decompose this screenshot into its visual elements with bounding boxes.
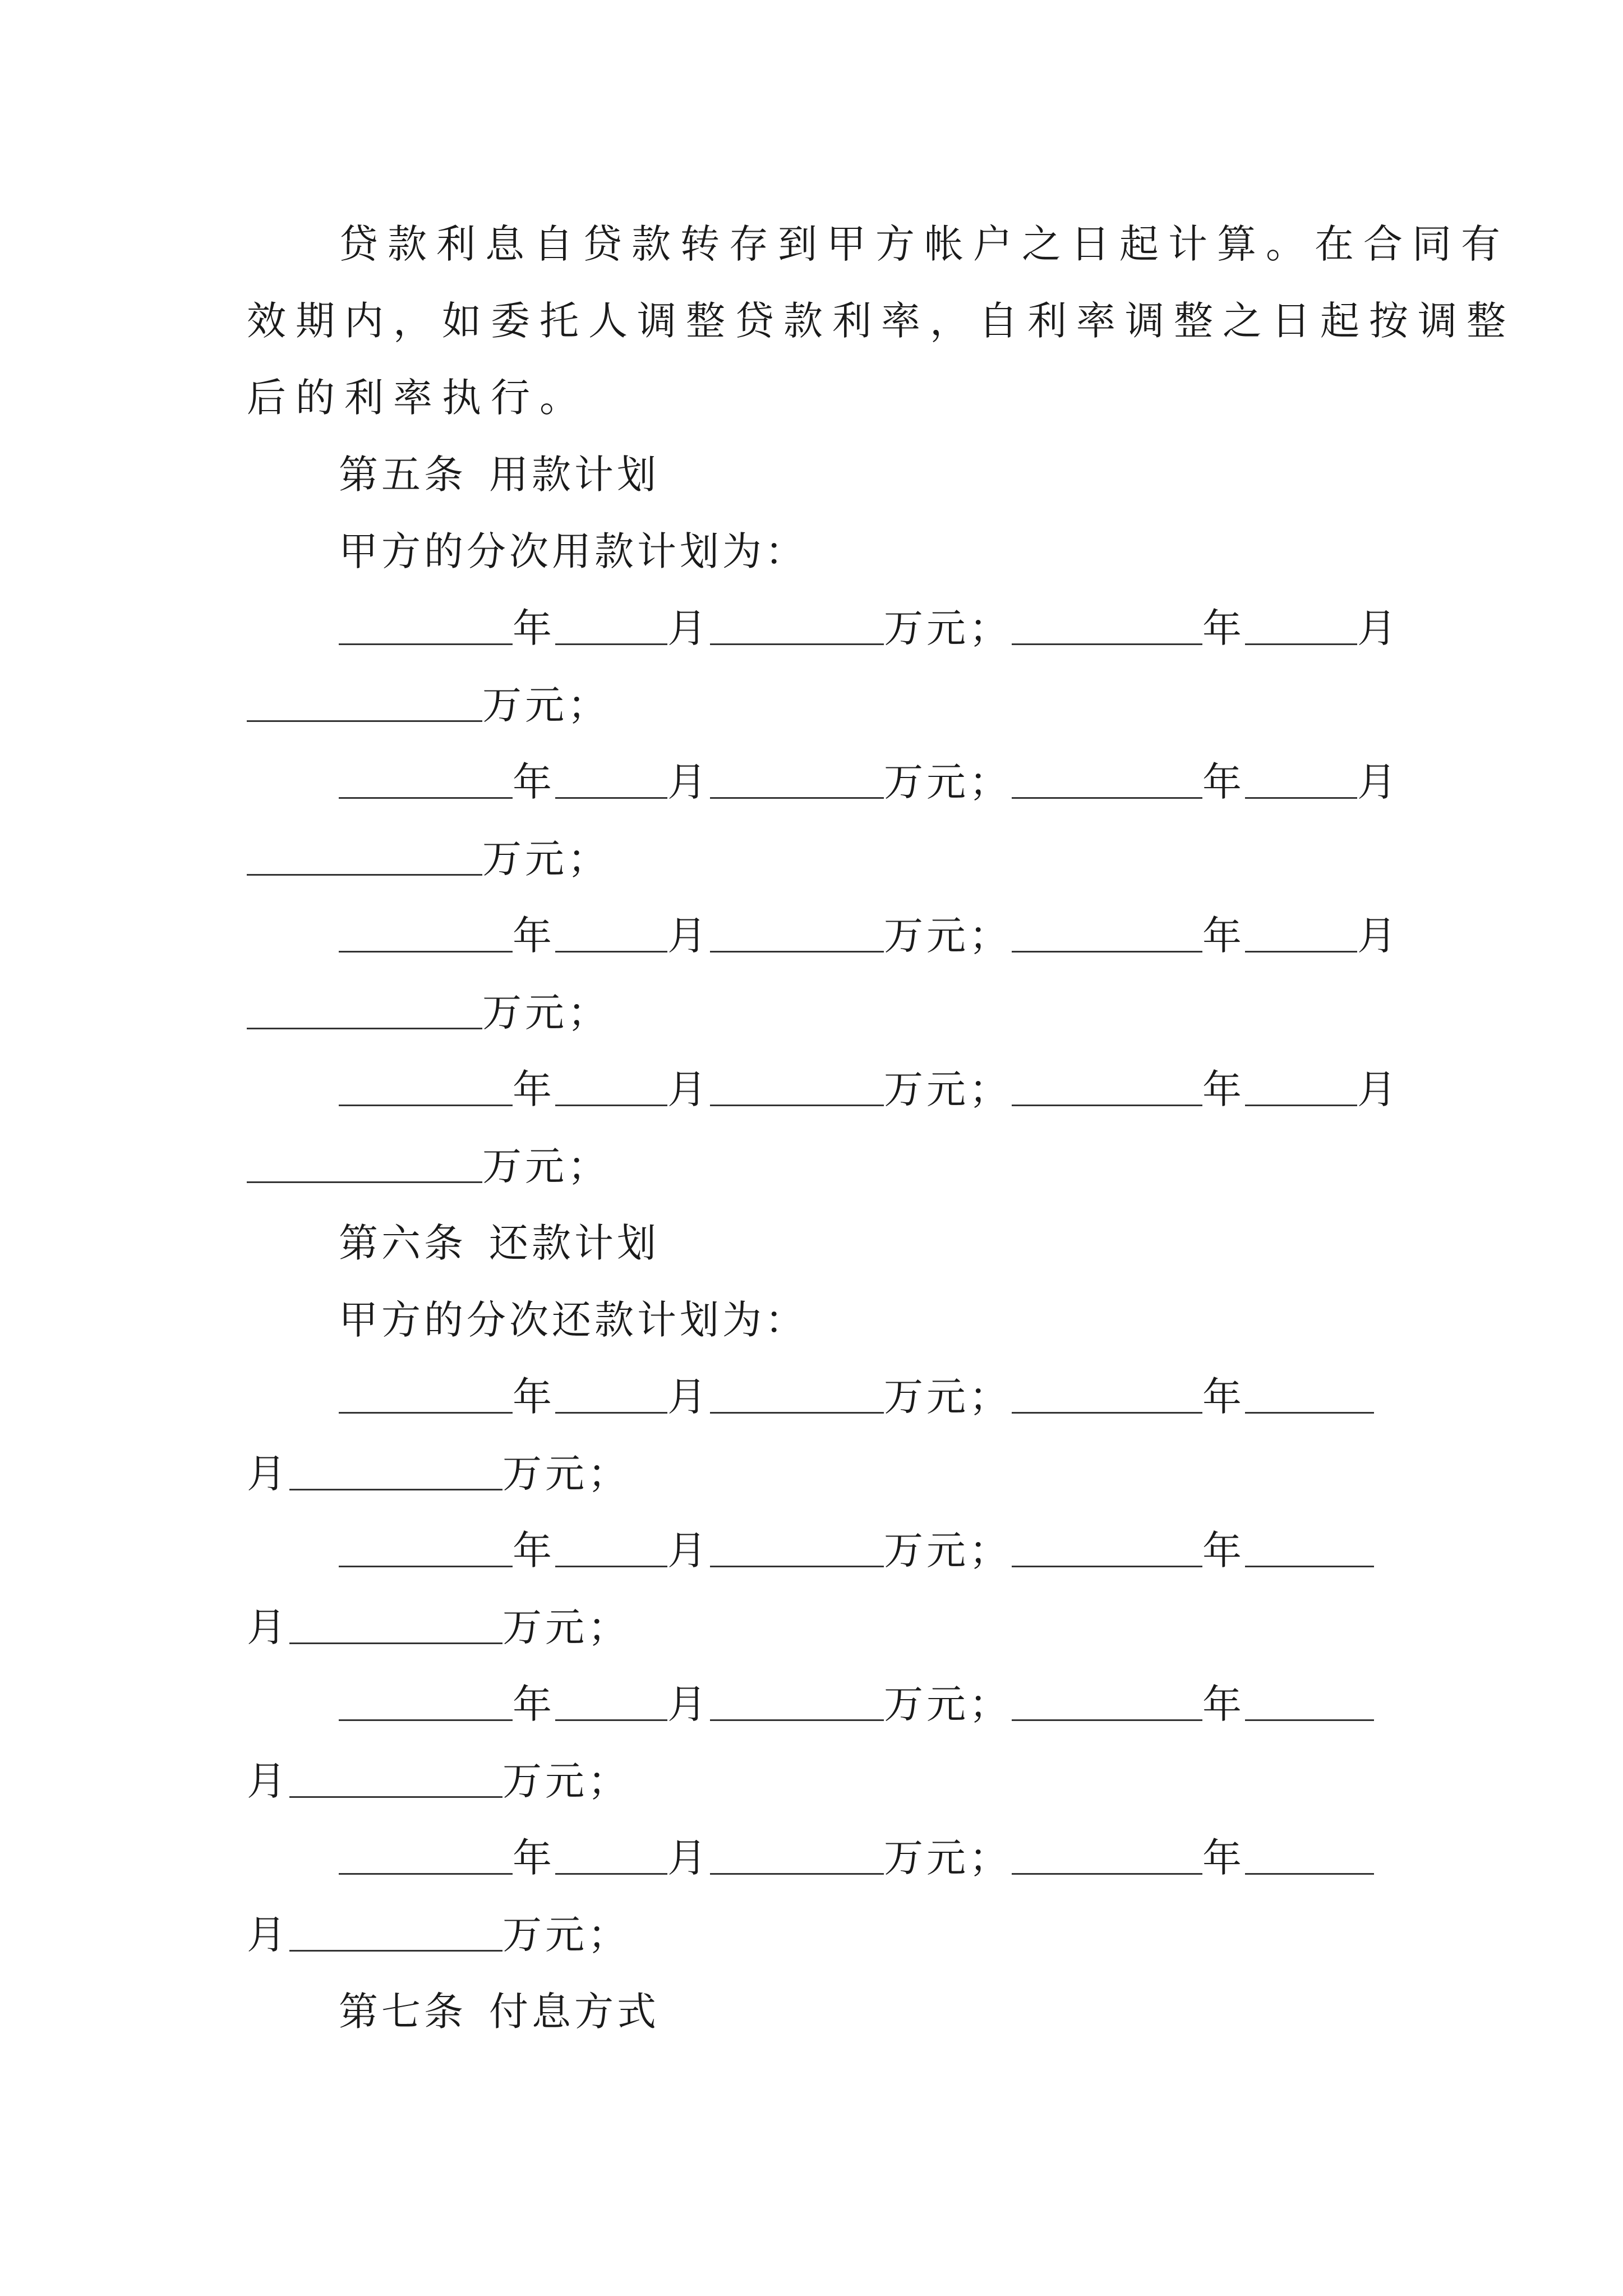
month-unit: 月 xyxy=(667,1681,710,1727)
plan-entry-line-a xyxy=(339,1676,1374,1732)
amount-blank[interactable] xyxy=(289,1603,502,1644)
article-number: 第五条 xyxy=(339,452,467,498)
year-blank[interactable] xyxy=(339,604,513,645)
amount-blank[interactable] xyxy=(710,1065,884,1106)
paragraph-line: 贷款利息自贷款转存到甲方帐户之日起计算。在合同有 xyxy=(339,221,1510,267)
amount-unit: 万元； xyxy=(884,1681,1012,1727)
year-blank[interactable] xyxy=(339,1065,513,1106)
month-blank[interactable] xyxy=(1245,1373,1374,1414)
month-unit: 月 xyxy=(667,759,710,805)
year-unit: 年 xyxy=(513,1374,555,1420)
article-heading xyxy=(339,1984,660,2040)
plan-entry-line-b xyxy=(247,1446,630,1502)
year-unit: 年 xyxy=(513,913,555,959)
amount-blank[interactable] xyxy=(247,835,482,876)
paragraph-line: 后的利率执行。 xyxy=(247,375,588,421)
month-blank[interactable] xyxy=(555,1680,667,1721)
amount-blank[interactable] xyxy=(710,604,884,645)
month-blank[interactable] xyxy=(1245,912,1357,953)
amount-unit: 万元； xyxy=(482,836,610,882)
amount-unit: 万元； xyxy=(502,1604,630,1650)
amount-blank[interactable] xyxy=(710,1526,884,1567)
year-blank[interactable] xyxy=(339,912,513,953)
year-unit: 年 xyxy=(1202,1066,1245,1112)
year-blank[interactable] xyxy=(1012,912,1202,953)
year-unit: 年 xyxy=(513,1835,555,1881)
month-blank[interactable] xyxy=(555,1834,667,1875)
month-unit: 月 xyxy=(667,1066,710,1112)
plan-entry-line-b xyxy=(247,1599,630,1655)
year-blank[interactable] xyxy=(1012,758,1202,799)
month-unit: 月 xyxy=(247,1451,289,1497)
plan-entry-line-a xyxy=(339,1061,1400,1117)
amount-unit: 万元； xyxy=(884,1527,1012,1573)
year-unit: 年 xyxy=(513,759,555,805)
year-unit: 年 xyxy=(1202,759,1245,805)
year-unit: 年 xyxy=(1202,1835,1245,1881)
month-blank[interactable] xyxy=(1245,1834,1374,1875)
amount-unit: 万元； xyxy=(482,682,610,728)
plan-entry-line-b xyxy=(247,677,610,733)
year-unit: 年 xyxy=(513,1066,555,1112)
month-unit: 月 xyxy=(1357,913,1400,959)
month-blank[interactable] xyxy=(555,912,667,953)
month-blank[interactable] xyxy=(1245,1680,1374,1721)
month-blank[interactable] xyxy=(555,1526,667,1567)
amount-blank[interactable] xyxy=(289,1757,502,1798)
amount-blank[interactable] xyxy=(289,1911,502,1952)
year-blank[interactable] xyxy=(339,1834,513,1875)
amount-blank[interactable] xyxy=(710,758,884,799)
plan-entry-line-b xyxy=(247,984,610,1041)
plan-entry-line-a xyxy=(339,908,1400,964)
amount-unit: 万元； xyxy=(884,913,1012,959)
paragraph-line: 效期内，如委托人调整贷款利率，自利率调整之日起按调整 xyxy=(247,298,1515,344)
month-blank[interactable] xyxy=(1245,758,1357,799)
year-blank[interactable] xyxy=(1012,1065,1202,1106)
month-blank[interactable] xyxy=(555,604,667,645)
month-unit: 月 xyxy=(667,913,710,959)
month-blank[interactable] xyxy=(1245,604,1357,645)
month-unit: 月 xyxy=(667,605,710,651)
plan-entry-line-b xyxy=(247,1138,610,1194)
amount-blank[interactable] xyxy=(247,988,482,1029)
amount-blank[interactable] xyxy=(247,681,482,722)
month-unit: 月 xyxy=(667,1374,710,1420)
amount-unit: 万元； xyxy=(884,1835,1012,1881)
year-blank[interactable] xyxy=(1012,604,1202,645)
month-blank[interactable] xyxy=(555,758,667,799)
article-number: 第七条 xyxy=(339,1989,467,2035)
amount-unit: 万元； xyxy=(884,1066,1012,1112)
month-unit: 月 xyxy=(1357,759,1400,805)
year-unit: 年 xyxy=(1202,913,1245,959)
year-unit: 年 xyxy=(513,1527,555,1573)
plan-entry-line-b xyxy=(247,1753,630,1809)
month-blank[interactable] xyxy=(1245,1065,1357,1106)
year-blank[interactable] xyxy=(339,758,513,799)
article-heading xyxy=(339,1215,660,1271)
month-unit: 月 xyxy=(247,1758,289,1804)
month-unit: 月 xyxy=(1357,605,1400,651)
year-blank[interactable] xyxy=(1012,1373,1202,1414)
year-unit: 年 xyxy=(513,1681,555,1727)
month-unit: 月 xyxy=(1357,1066,1400,1112)
plan-entry-line-a xyxy=(339,1522,1374,1579)
year-blank[interactable] xyxy=(1012,1834,1202,1875)
article-intro: 甲方的分次还款计划为： xyxy=(339,1297,808,1343)
amount-blank[interactable] xyxy=(247,1142,482,1183)
article-title: 付息方式 xyxy=(489,1989,660,2035)
plan-entry-line-a xyxy=(339,1369,1374,1425)
article-heading xyxy=(339,447,660,503)
plan-entry-line-b xyxy=(247,1907,630,1963)
month-blank[interactable] xyxy=(555,1373,667,1414)
article-title: 还款计划 xyxy=(489,1220,660,1266)
amount-unit: 万元； xyxy=(502,1451,630,1497)
plan-entry-line-a xyxy=(339,1830,1374,1886)
amount-unit: 万元； xyxy=(482,990,610,1036)
year-unit: 年 xyxy=(1202,605,1245,651)
amount-blank[interactable] xyxy=(710,912,884,953)
year-blank[interactable] xyxy=(339,1373,513,1414)
amount-blank[interactable] xyxy=(710,1373,884,1414)
amount-unit: 万元； xyxy=(502,1912,630,1958)
amount-unit: 万元； xyxy=(884,1374,1012,1420)
amount-unit: 万元； xyxy=(482,1143,610,1189)
year-blank[interactable] xyxy=(339,1680,513,1721)
plan-entry-line-b xyxy=(247,831,610,887)
month-unit: 月 xyxy=(667,1527,710,1573)
year-blank[interactable] xyxy=(1012,1526,1202,1567)
amount-blank[interactable] xyxy=(710,1680,884,1721)
month-unit: 月 xyxy=(247,1912,289,1958)
article-intro: 甲方的分次用款计划为： xyxy=(339,528,808,574)
article-number: 第六条 xyxy=(339,1220,467,1266)
amount-unit: 万元； xyxy=(884,759,1012,805)
article-title: 用款计划 xyxy=(489,452,660,498)
year-unit: 年 xyxy=(513,605,555,651)
month-blank[interactable] xyxy=(555,1065,667,1106)
month-unit: 月 xyxy=(667,1835,710,1881)
month-blank[interactable] xyxy=(1245,1526,1374,1567)
plan-entry-line-a xyxy=(339,754,1400,810)
month-unit: 月 xyxy=(247,1604,289,1650)
year-unit: 年 xyxy=(1202,1527,1245,1573)
amount-blank[interactable] xyxy=(710,1834,884,1875)
year-blank[interactable] xyxy=(1012,1680,1202,1721)
plan-entry-line-a xyxy=(339,600,1400,656)
amount-unit: 万元； xyxy=(884,605,1012,651)
amount-unit: 万元； xyxy=(502,1758,630,1804)
year-unit: 年 xyxy=(1202,1681,1245,1727)
year-unit: 年 xyxy=(1202,1374,1245,1420)
year-blank[interactable] xyxy=(339,1526,513,1567)
amount-blank[interactable] xyxy=(289,1450,502,1490)
